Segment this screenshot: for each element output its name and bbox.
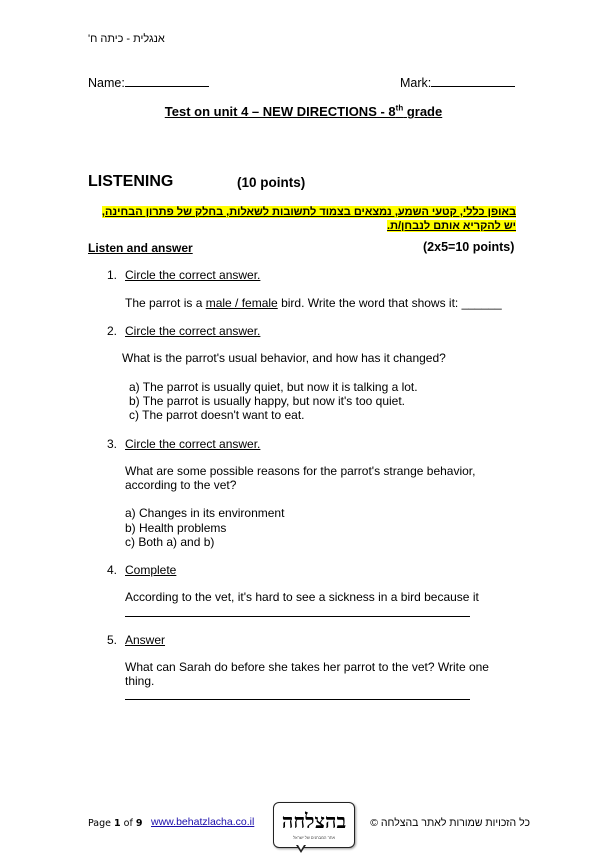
question-2-instruction: Circle the correct answer.	[125, 324, 261, 338]
speech-bubble-tail-inner	[298, 845, 304, 850]
question-2-option-c[interactable]: c) The parrot doesn't want to eat.	[129, 408, 305, 422]
question-4-number: 4.	[107, 563, 118, 577]
question-1-instruction: Circle the correct answer.	[125, 268, 261, 282]
question-5-prompt-line1: What can Sarah do before she takes her parrot to the vet? Write one	[125, 660, 489, 674]
title-sup: th	[395, 104, 404, 113]
page-number	[88, 818, 142, 829]
question-3-option-a[interactable]: a) Changes in its environment	[125, 506, 285, 520]
question-1-number: 1.	[107, 268, 118, 282]
behatzlacha-logo	[273, 802, 355, 848]
listening-heading: LISTENING	[88, 173, 174, 190]
page-prefix: Page	[88, 818, 115, 829]
mark-label: Mark:	[400, 76, 432, 90]
mark-field[interactable]	[400, 74, 515, 90]
question-5-answer-line[interactable]	[125, 699, 470, 700]
mark-blank[interactable]	[431, 74, 515, 87]
hebrew-note-line1: באופן כללי, קטעי השמע, נמצאים בצמוד לתשובות לשאלות, בחלק של פתרון הבחינה,	[101, 206, 516, 218]
website-link[interactable]: www.behatzlacha.co.il	[151, 816, 255, 828]
question-3-prompt-line1: What are some possible reasons for the parrot's strange behavior,	[125, 464, 476, 478]
question-3-instruction: Circle the correct answer.	[125, 437, 261, 451]
title-tail: grade	[403, 104, 443, 120]
question-3-option-c[interactable]: c) Both a) and b)	[125, 535, 215, 549]
question-3-number: 3.	[107, 437, 118, 451]
question-2-option-a[interactable]: a) The parrot is usually quiet, but now it is talking a lot.	[129, 380, 418, 394]
section-title: Listen and answer	[88, 241, 193, 255]
question-4-answer-line[interactable]	[125, 616, 470, 617]
title-main: Test on unit 4 – NEW DIRECTIONS - 8	[164, 104, 396, 120]
listening-points: (10 points)	[237, 175, 306, 190]
name-blank[interactable]	[125, 74, 209, 87]
page-current: 1	[114, 818, 121, 829]
logo-subtext: אתר המבחנים של ישראל	[293, 835, 335, 840]
question-5-number: 5.	[107, 633, 118, 647]
question-3-prompt-line2: according to the vet?	[125, 478, 237, 492]
question-5-prompt-line2: thing.	[125, 674, 155, 688]
page-total: 9	[135, 818, 143, 829]
question-2-option-b[interactable]: b) The parrot is usually happy, but now it's too quiet.	[129, 394, 405, 408]
name-field[interactable]	[88, 74, 209, 90]
header-subject: אנגלית - כיתה ח'	[88, 33, 165, 45]
hebrew-note-line2: יש להקריא אותם לנבחן/ת.	[387, 220, 516, 232]
question-4-instruction: Complete	[125, 563, 177, 577]
page-of: of	[120, 818, 136, 829]
question-4-prompt: According to the vet, it's hard to see a sickness in a bird because it	[125, 590, 479, 604]
name-label: Name:	[88, 76, 125, 90]
section-points: (2x5=10 points)	[423, 240, 515, 254]
question-2-prompt: What is the parrot's usual behavior, and how has it changed?	[122, 351, 446, 365]
question-2-number: 2.	[107, 324, 118, 338]
question-5-instruction: Answer	[125, 633, 166, 647]
logo-text: בהצלחה	[281, 809, 347, 833]
question-3-option-b[interactable]: b) Health problems	[125, 521, 227, 535]
q1-text-before: The parrot is a	[125, 296, 206, 310]
copyright-notice: כל הזכויות שמורות לאתר בהצלחה ©	[370, 817, 530, 829]
question-1-text	[125, 296, 502, 310]
q1-choice[interactable]: male / female	[205, 296, 278, 310]
hebrew-instruction-note	[88, 205, 516, 233]
q1-text-after: bird. Write the word that shows it: ______	[277, 296, 502, 310]
page-title	[0, 104, 607, 119]
